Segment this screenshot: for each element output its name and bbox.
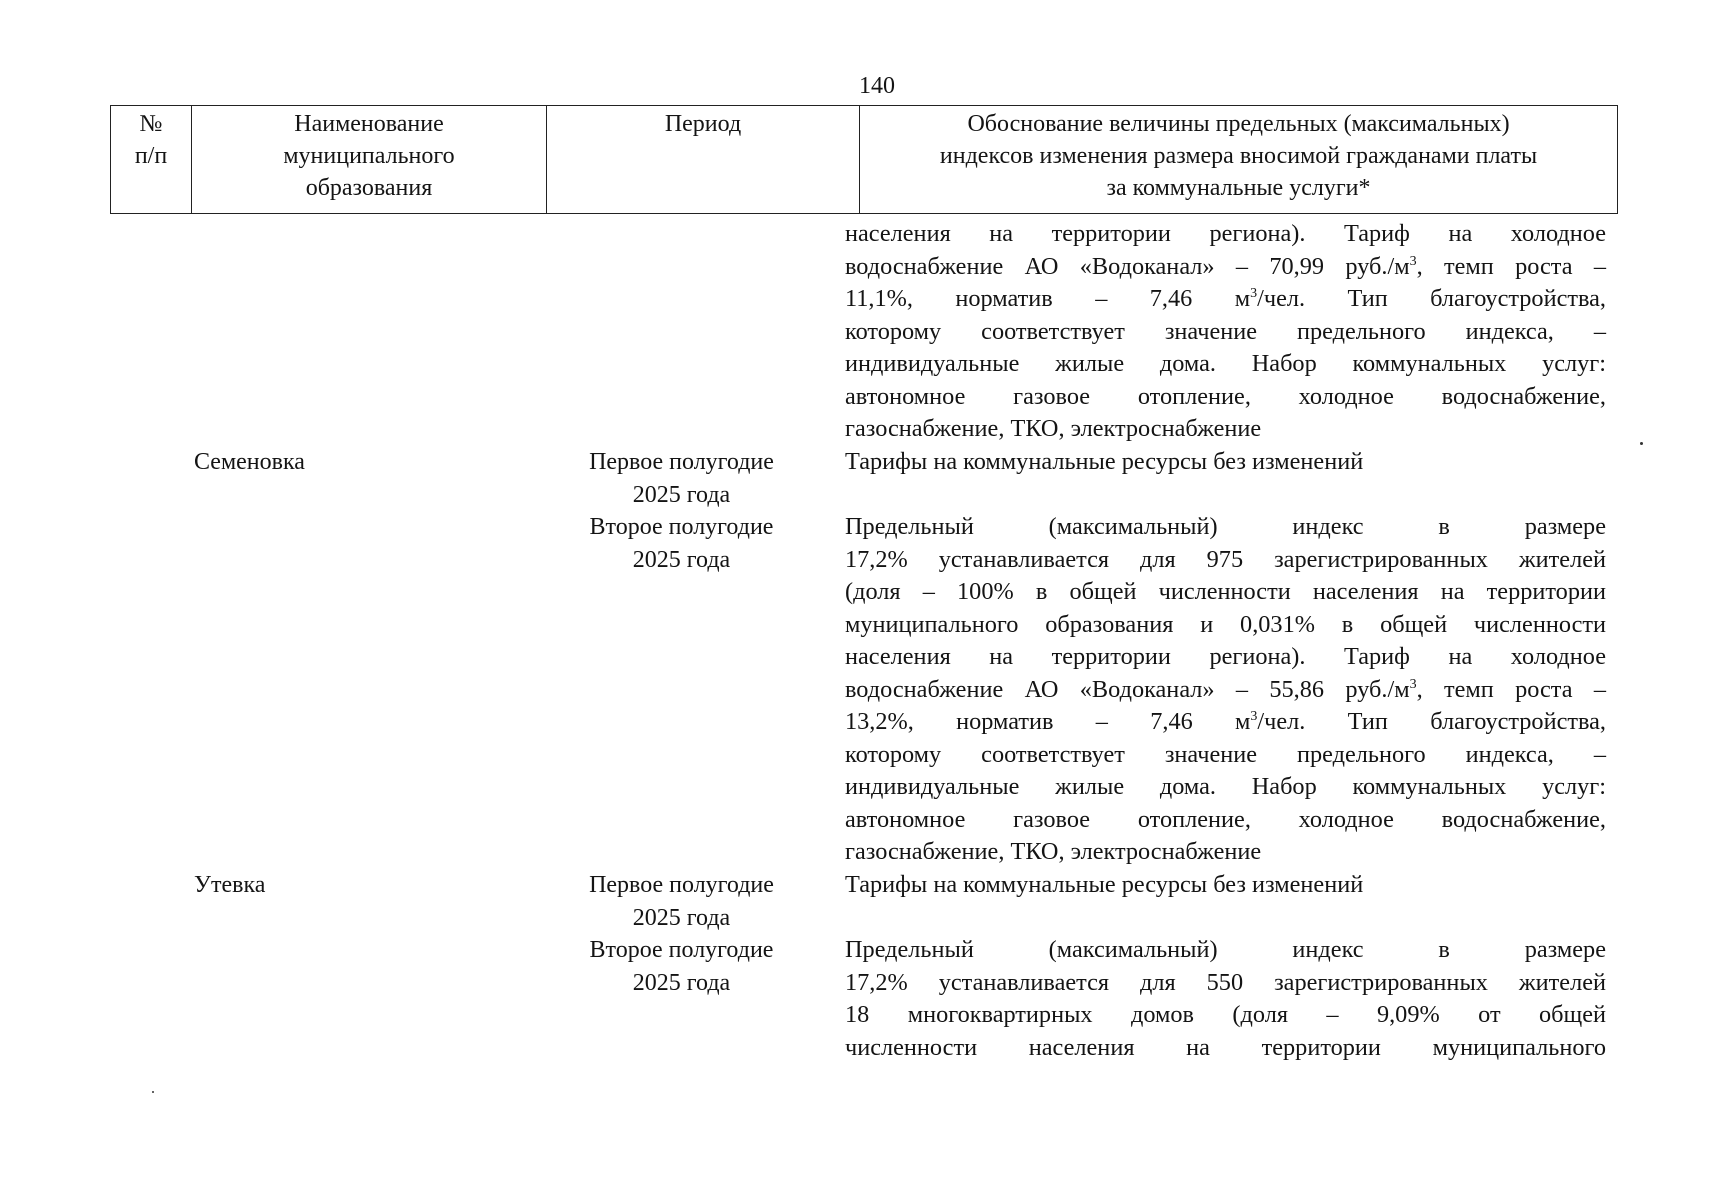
period-first-half: Первое полугодие 2025 года bbox=[589, 872, 774, 931]
text-line: населения на территории региона). Тариф на холодное bbox=[845, 220, 1606, 247]
header-col-number: № п/п bbox=[111, 106, 192, 214]
tariff-note: Тарифы на коммунальные ресурсы без изменений bbox=[845, 871, 1364, 898]
text-line: Предельный (максимальный) индекс в размере bbox=[845, 513, 1606, 540]
text-line: (доля – 100% в общей численности населения на территории bbox=[845, 578, 1606, 605]
text-line: Предельный (максимальный) индекс в размере bbox=[845, 936, 1606, 963]
text-line: муниципального образования и 0,031% в общей численности bbox=[845, 610, 1606, 638]
period-second-half: Второе полугодие 2025 года bbox=[589, 514, 774, 573]
text-line: 18 многоквартирных домов (доля – 9,09% от общей bbox=[845, 1001, 1606, 1028]
table-header bbox=[110, 105, 1618, 214]
text-line: населения на территории региона). Тариф на холодное bbox=[845, 643, 1606, 670]
text-line: численности населения на территории муниципального bbox=[845, 1033, 1606, 1061]
text-line: водоснабжение АО «Водоканал» – 70,99 $руб./м^3$, темп роста – bbox=[845, 252, 1606, 280]
header-col-justification: Обоснование величины предельных (максимальных) индексов изменения размера вносимой гражданами платы за коммунальные услуги* bbox=[860, 106, 1618, 214]
text-line: индивидуальные жилые дома. Набор коммунальных услуг: bbox=[845, 773, 1606, 800]
text-line: водоснабжение АО «Водоканал» – 55,86 $руб./м^3$, темп роста – bbox=[845, 675, 1606, 703]
municipality-name: Семеновка bbox=[194, 449, 305, 475]
tariff-note: Тарифы на коммунальные ресурсы без изменений bbox=[845, 448, 1364, 475]
index-justification bbox=[845, 511, 1606, 869]
text-line: которому соответствует значение предельного индекса, – bbox=[845, 317, 1606, 345]
scan-speck bbox=[152, 1091, 154, 1093]
continuation-paragraph bbox=[845, 218, 1606, 446]
text-line: автономное газовое отопление, холодное водоснабжение, bbox=[845, 382, 1606, 410]
period-second-half: Второе полугодие 2025 года bbox=[589, 937, 774, 996]
text-line: автономное газовое отопление, холодное водоснабжение, bbox=[845, 805, 1606, 833]
municipality-name: Утевка bbox=[194, 872, 266, 898]
text-line: 11,1%, норматив – 7,46 $м^3$/чел. Тип благоустройства, bbox=[845, 285, 1606, 312]
text-line: 13,2%, норматив – 7,46 $м^3$/чел. Тип благоустройства, bbox=[845, 708, 1607, 735]
scan-speck bbox=[1640, 442, 1643, 445]
text-line: 17,2% устанавливается для 975 зарегистрированных жителей bbox=[845, 545, 1606, 573]
text-line: 17,2% устанавливается для 550 зарегистрированных жителей bbox=[845, 968, 1606, 996]
text-line: газоснабжение, ТКО, электроснабжение bbox=[845, 415, 1262, 442]
index-justification bbox=[845, 934, 1606, 1064]
text-line: индивидуальные жилые дома. Набор коммунальных услуг: bbox=[845, 350, 1606, 377]
header-col-municipality: Наименование муниципального образования bbox=[192, 106, 547, 214]
period-first-half: Первое полугодие 2025 года bbox=[589, 449, 774, 508]
page-number: 140 bbox=[859, 73, 895, 99]
text-line: газоснабжение, ТКО, электроснабжение bbox=[845, 838, 1262, 865]
header-col-period: Период bbox=[547, 106, 860, 214]
text-line: которому соответствует значение предельного индекса, – bbox=[845, 740, 1606, 768]
